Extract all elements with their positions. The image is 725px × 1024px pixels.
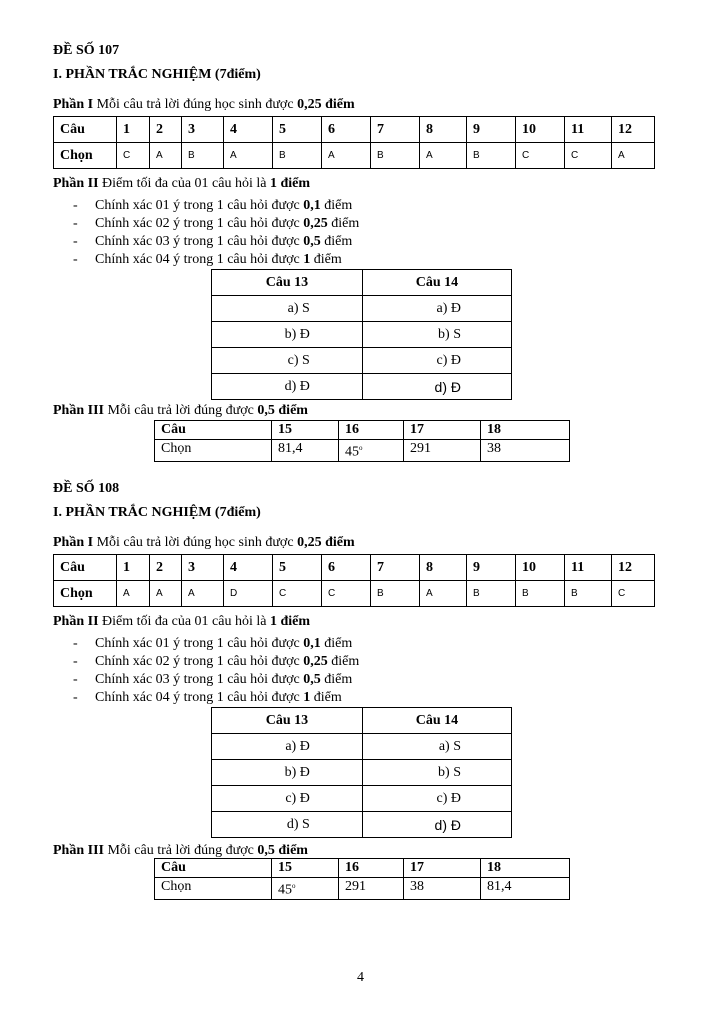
section-heading: I. PHẦN TRẮC NGHIỆM (7điểm) <box>53 67 261 82</box>
table-row: b) Đ b) S <box>212 322 512 348</box>
part3-heading: Phần III Mỗi câu trả lời đúng được 0,5 điểm <box>53 403 308 418</box>
part1-heading: Phần I Mỗi câu trả lời đúng học sinh được 0,25 điểm <box>53 97 355 112</box>
table-row: Chọn 81,4 45$^o$ 291 38 <box>155 440 570 462</box>
exam-title: ĐỀ SỐ 108 <box>53 481 120 496</box>
table-row: Câu 13 Câu 14 <box>212 708 512 734</box>
list-item: - Chính xác 04 ý trong 1 câu hỏi được 1 điểm <box>73 252 342 267</box>
part2-heading: Phần II Điểm tối đa của 01 câu hỏi là 1 điểm <box>53 614 311 629</box>
table-row: a) Đ a) S <box>212 734 512 760</box>
table-row: Chọn C A B A B A B A B C C A <box>54 143 655 169</box>
table-row: Câu 15 16 17 18 <box>155 859 570 878</box>
table-row: Chọn 45$^o$ 291 38 81,4 <box>155 878 570 900</box>
table-row: a) S a) Đ <box>212 296 512 322</box>
part1-heading: Phần I Mỗi câu trả lời đúng học sinh được 0,25 điểm <box>53 535 355 550</box>
part3-answer-table <box>154 420 570 462</box>
table-row: Câu 15 16 17 18 <box>155 421 570 440</box>
list-item: - Chính xác 03 ý trong 1 câu hỏi được 0,5 điểm <box>73 672 353 687</box>
table-row: Câu 13 Câu 14 <box>212 270 512 296</box>
table-row: d) Đ d) Đ <box>212 374 512 400</box>
part2-true-false-table <box>211 707 512 838</box>
list-item: - Chính xác 01 ý trong 1 câu hỏi được 0,1 điểm <box>73 198 353 213</box>
list-item: - Chính xác 02 ý trong 1 câu hỏi được 0,25 điểm <box>73 216 360 231</box>
page-number: 4 <box>357 970 364 985</box>
list-item: - Chính xác 02 ý trong 1 câu hỏi được 0,25 điểm <box>73 654 360 669</box>
table-row: Câu 1 2 3 4 5 6 7 8 9 10 11 12 <box>54 117 655 143</box>
part2-true-false-table <box>211 269 512 400</box>
part2-heading: Phần II Điểm tối đa của 01 câu hỏi là 1 điểm <box>53 176 311 191</box>
part3-heading: Phần III Mỗi câu trả lời đúng được 0,5 điểm <box>53 843 308 858</box>
part1-answer-table <box>53 116 655 169</box>
list-item: - Chính xác 04 ý trong 1 câu hỏi được 1 điểm <box>73 690 342 705</box>
table-row: d) S d) Đ <box>212 812 512 838</box>
exam-title: ĐỀ SỐ 107 <box>53 43 120 58</box>
table-row: b) Đ b) S <box>212 760 512 786</box>
table-row: c) Đ c) Đ <box>212 786 512 812</box>
table-row: Câu 1 2 3 4 5 6 7 8 9 10 11 12 <box>54 555 655 581</box>
table-row: c) S c) Đ <box>212 348 512 374</box>
section-heading: I. PHẦN TRẮC NGHIỆM (7điểm) <box>53 505 261 520</box>
list-item: - Chính xác 03 ý trong 1 câu hỏi được 0,5 điểm <box>73 234 353 249</box>
part1-answer-table <box>53 554 655 607</box>
list-item: - Chính xác 01 ý trong 1 câu hỏi được 0,1 điểm <box>73 636 353 651</box>
part3-answer-table <box>154 858 570 900</box>
table-row: Chọn A A A D C C B A B B B C <box>54 581 655 607</box>
